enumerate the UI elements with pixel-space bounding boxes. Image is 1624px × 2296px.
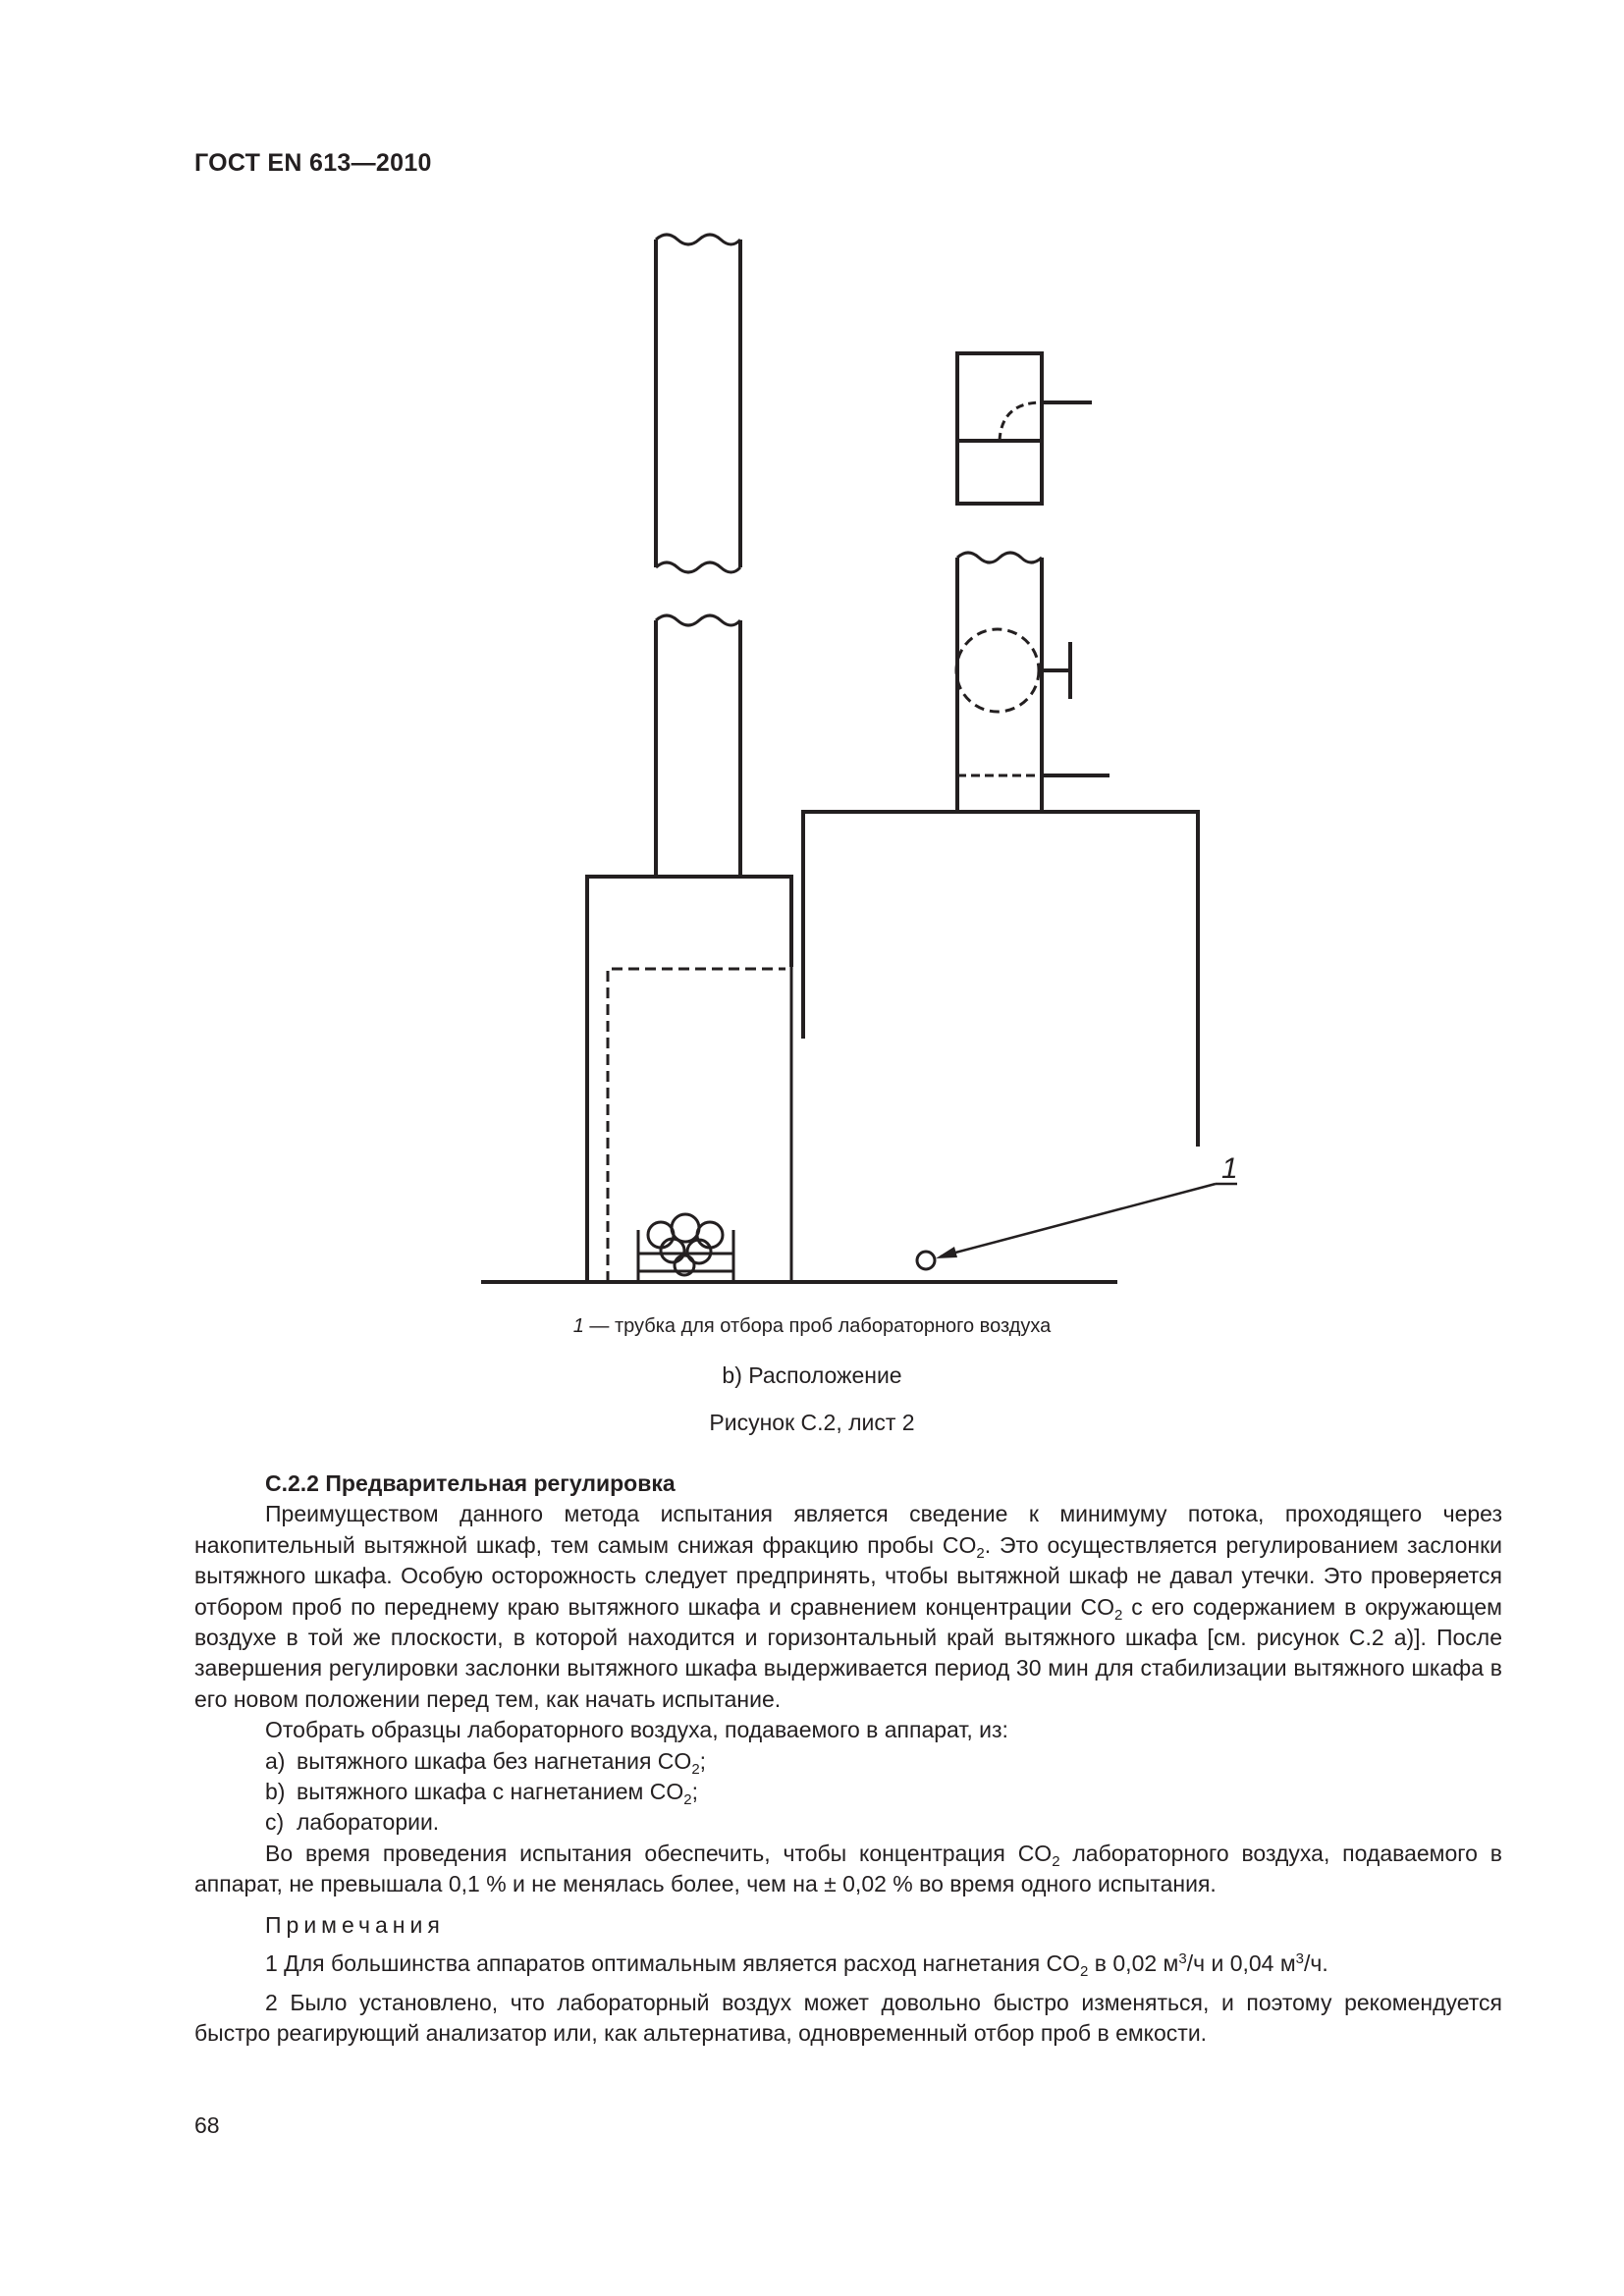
document-code-header: ГОСТ EN 613—2010 bbox=[194, 149, 432, 177]
note-2: 2 Было установлено, что лабораторный воздух может довольно быстро изменяться, и поэтому рекомендуется быстро реагирующий анализатор или, как альтернатива, одновременный отбор проб в емкости. bbox=[194, 1989, 1502, 2046]
list-item: b) вытяжного шкафа с нагнетанием $CO_2$; bbox=[265, 1779, 698, 1809]
page-number: 68 bbox=[194, 2112, 220, 2138]
section-heading: С.2.2 Предварительная регулировка bbox=[265, 1470, 676, 1496]
note-1: 1 Для большинства аппаратов оптимальным является расход нагнетания $CO_2$ в 0,02 $м^3/ч$ и 0,04 $м^3/ч$. bbox=[265, 1950, 1328, 1981]
list-item: c) лаборатории. bbox=[265, 1809, 440, 1836]
damper-box bbox=[957, 353, 1092, 504]
hood-duct bbox=[956, 553, 1110, 812]
paragraph-2: Отобрать образцы лабораторного воздуха, подаваемого в аппарат, из: bbox=[265, 1717, 1008, 1743]
collecting-hood bbox=[803, 812, 1198, 1147]
legend-number: 1 bbox=[572, 1315, 584, 1337]
paragraph-3: Во время проведения испытания обеспечить, чтобы концентрация $CO_2$ лабораторного воздуха, подаваемого в аппарат, не превышала 0,1 % и не менялась более, чем на ± 0,02 % во время одного испытания. bbox=[194, 1840, 1502, 1897]
section-body bbox=[194, 1468, 1502, 2056]
figure-legend bbox=[0, 1315, 1624, 1338]
paragraph-1: Преимуществом данного метода испытания является сведение к минимуму потока, проходящего через накопительный вытяжной шкаф, тем самым снижая фракцию пробы $CO_2$. Это осуществляется регулированием заслонки вытяжного шкафа. Особую осторожность следует предпринять, чтобы вытяжной шкаф не давал утечки. Это проверяется отбором проб по переднему краю вытяжного шкафа и сравнением концентрации $CO_2$ с его содержанием в окружающем воздухе в той же плоскости, в которой находится и горизонтальный край вытяжного шкафа [см. рисунок С.2 a)]. После завершения регулировки заслонки вытяжного шкафа выдерживается период 30 мин для стабилизации вытяжного шкафа в его новом положении перед тем, как начать испытание. bbox=[194, 1501, 1502, 1712]
list-item: a) вытяжного шкафа без нагнетания $CO_2$; bbox=[265, 1747, 707, 1778]
legend-text: — трубка для отбора проб лабораторного воздуха bbox=[583, 1315, 1052, 1337]
figure-caption: Рисунок С.2, лист 2 bbox=[709, 1410, 915, 1435]
stove-appliance bbox=[587, 877, 791, 1282]
chimney-upper-segment bbox=[656, 235, 740, 572]
sauna-stones-basket bbox=[638, 1214, 733, 1282]
figure-subcaption: b) Расположение bbox=[722, 1362, 902, 1388]
notes-title: Примечания bbox=[265, 1911, 445, 1938]
callout-number: 1 bbox=[1221, 1152, 1238, 1185]
sampling-tube-marker bbox=[917, 1252, 935, 1269]
chimney-lower-segment bbox=[656, 615, 740, 877]
leader-arrow bbox=[936, 1184, 1237, 1258]
